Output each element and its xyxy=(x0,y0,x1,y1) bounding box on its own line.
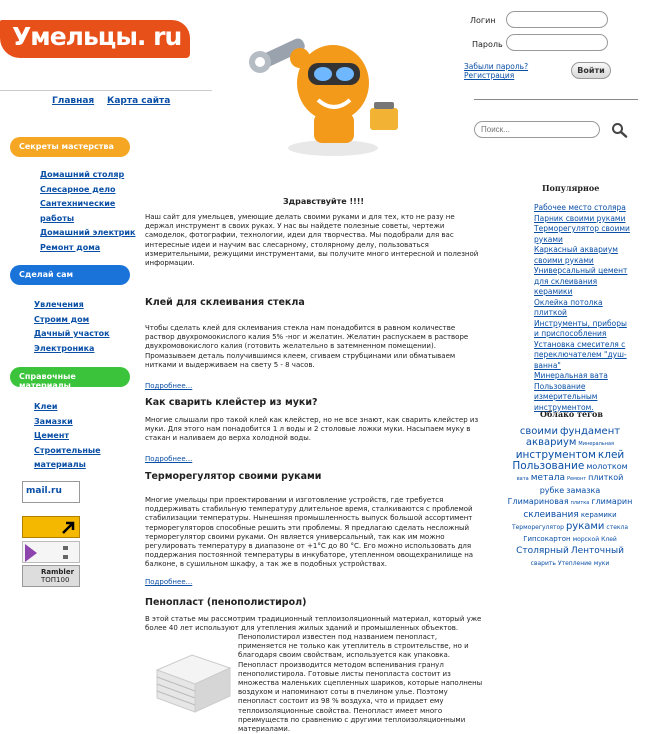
sidebar-item[interactable]: Домашний электрик xyxy=(40,228,136,237)
tag-link[interactable]: Пользование xyxy=(512,460,585,472)
rambler-sub-label: ТОП100 xyxy=(41,576,70,584)
tag-link[interactable]: молотком xyxy=(586,462,628,471)
nav-divider xyxy=(0,90,212,91)
sidebar-item[interactable]: Дачный участок xyxy=(34,329,110,338)
article-text: Пенополистирол известен под названием пенопласт, применяется не только как утеплитель в строительстве, но и благодаря своим свойствам, используется как упаковка. Пенопласт производится методом вспенивания гранул пенополистирола. Готовые листы пенопласта состоит из множества маленьких сцепленных шариков, которые наполнены воздухом и напоминают соты в пчелином улье. Поэтому пенопласт состоит из 98 % воздуха, что и придает ему теплоизоляционные свойства. Пенопласт имеет много преимуществ по сравнению с другими теплоизоляционными материалами. xyxy=(238,633,483,734)
article-text: Чтобы сделать клей для склеивания стекла нам понадобится в равном количестве раствор двухромоокислого калия 5% -ног и желатин. Желатин распускаем в растворе двухромовокислого калия (готовить желательно в затемненном помещении). Промазываем деталь получившимся клеем, сгиваем струбцинами или обматываем нитками и выдерживаем на свету 5 - 8 часов. xyxy=(145,324,469,369)
tag-link[interactable]: руками xyxy=(565,521,605,532)
sidebar-item[interactable]: работы xyxy=(40,213,75,223)
arrow-icon xyxy=(23,517,81,539)
tag-link[interactable]: Ремонт xyxy=(567,476,587,482)
sidebar-item[interactable]: Клеи xyxy=(34,402,58,411)
site-logo[interactable] xyxy=(0,20,190,58)
tag-link[interactable]: Клей xyxy=(601,536,617,543)
search-icon[interactable] xyxy=(611,122,628,138)
tag-link[interactable]: аквариум xyxy=(525,437,577,448)
tag-link[interactable]: плитка xyxy=(570,500,590,506)
foam-sheets-image xyxy=(152,640,232,716)
article-text: Многие слышали про такой клей как клейстер, но не все знают, как сварить клейстер из муки. Для этого нам понадобится 1 л воды и 2 столовые ложки муки. Насыпаем муку в стакан и наливаем до верха холодной воды. xyxy=(145,416,479,443)
nav-home-link[interactable]: Главная xyxy=(52,96,95,106)
article-title[interactable]: Пенопласт (пенополистирол) xyxy=(145,597,307,608)
rambler-counter[interactable] xyxy=(22,565,80,587)
sidebar-item[interactable]: Строительные xyxy=(34,445,101,455)
tag-link[interactable]: керамики xyxy=(580,511,617,519)
sidebar-item[interactable]: материалы xyxy=(34,460,86,469)
read-more-link[interactable]: Подробнее... xyxy=(145,578,193,586)
tag-link[interactable]: сварить xyxy=(530,560,556,567)
tag-link[interactable]: глимарин xyxy=(591,497,633,506)
sidebar-section-secrets: Секреты мастерства xyxy=(10,137,130,157)
mascot-image xyxy=(238,18,418,166)
intro-text: Наш сайт для умельцев, умеющие делать своими руками и для тех, кто не разу не держал инструмент в своих руках. У нас вы найдете полезные советы, чертежи самоделок, фотографии, технологии, идеи для творчества. Мы подобрали для вас интересные идеи и научим вас слесарному, столярному делу, пользоваться измерительными, режущими инструментами, вы получите много интересной и полезной информации. xyxy=(145,213,479,268)
article-text: В этой статье мы рассмотрим традиционный теплоизоляционный материал, который уже более 40 лет используют для утепления жилых зданий и промышленных объектов. xyxy=(145,615,482,633)
counter-icon xyxy=(23,542,81,564)
sidebar-section-reference: Справочные материалы xyxy=(10,367,130,387)
sidebar-item[interactable]: Цемент xyxy=(34,431,69,440)
sidebar-section-diy: Сделай сам xyxy=(10,265,130,285)
search-input[interactable] xyxy=(474,121,600,138)
read-more-link[interactable]: Подробнее... xyxy=(145,382,193,390)
tag-link[interactable]: вата xyxy=(516,476,529,482)
tag-link[interactable]: рубке xyxy=(539,486,565,495)
popular-item[interactable]: Оклейка потолка плиткой xyxy=(534,297,603,317)
popular-item[interactable]: Терморегулятор своими руками xyxy=(534,224,630,244)
tag-link[interactable]: Утепление xyxy=(557,560,592,567)
sidebar-item[interactable]: Домашний столяр xyxy=(40,170,125,179)
tag-link[interactable]: Ленточный xyxy=(570,546,624,556)
popular-item[interactable]: Каркасный аквариум своими руками xyxy=(534,245,618,265)
tag-link[interactable]: стекла xyxy=(606,524,629,531)
tag-link[interactable]: Столярный xyxy=(516,546,569,556)
greeting-heading: Здравствуйте !!!! xyxy=(283,197,365,206)
popular-item[interactable]: Минеральная вата xyxy=(534,371,608,380)
sidebar-item[interactable]: Увлечения xyxy=(34,300,84,309)
popular-item[interactable]: Универсальный цемент для склеивания керамики xyxy=(534,266,628,296)
liveinternet-counter[interactable] xyxy=(22,541,80,563)
sidebar-menu-reference xyxy=(34,400,101,473)
forgot-password-link[interactable]: Забыли пароль? xyxy=(464,62,529,71)
tag-link[interactable]: клей xyxy=(597,449,625,461)
nav-sitemap-link[interactable]: Карта сайта xyxy=(107,96,171,106)
password-input[interactable] xyxy=(506,34,608,51)
login-label: Логин xyxy=(470,16,496,25)
tag-link[interactable]: Терморегулятор xyxy=(511,524,564,531)
popular-item[interactable]: Парник своими руками xyxy=(534,213,626,223)
sidebar-item[interactable]: Ремонт дома xyxy=(40,242,101,252)
tag-link[interactable]: Минеральная xyxy=(578,441,615,447)
popular-item[interactable]: Пользование измерительным инструментом. xyxy=(534,381,598,412)
tag-link[interactable]: морской xyxy=(572,536,600,543)
sidebar-menu-diy xyxy=(34,298,110,356)
popular-item[interactable]: Рабочее место столяра xyxy=(534,203,626,212)
article-title[interactable]: Клей для склеивания стекла xyxy=(145,297,305,308)
tag-link[interactable]: своими xyxy=(519,426,558,437)
register-link[interactable]: Регистрация xyxy=(464,71,515,80)
password-label: Пароль xyxy=(472,40,503,49)
login-button[interactable]: Войти xyxy=(571,62,611,79)
sidebar-item[interactable]: Электроника xyxy=(34,343,95,353)
login-input[interactable] xyxy=(506,11,608,28)
sidebar-item[interactable]: Замазки xyxy=(34,416,73,426)
sidebar-item[interactable]: Строим дом xyxy=(34,314,90,324)
tag-link[interactable]: инструментом xyxy=(515,449,596,461)
popular-item[interactable]: Инструменты, приборы и приспособления xyxy=(534,318,627,338)
popular-list xyxy=(534,203,630,413)
tag-link[interactable]: замазка xyxy=(566,486,601,495)
read-more-link[interactable]: Подробнее... xyxy=(145,455,193,463)
rambler-label: Rambler xyxy=(41,568,75,576)
sidebar-menu-secrets xyxy=(40,168,135,255)
sidebar-item[interactable]: Сантехнические xyxy=(40,199,116,208)
rating-counter[interactable] xyxy=(22,516,80,538)
popular-item[interactable]: Установка смесителя с переключателем "душ-ванна" xyxy=(534,339,627,370)
login-divider xyxy=(474,99,638,100)
tag-link[interactable]: Гипсокартон xyxy=(523,535,571,543)
article-text: Многие умельцы при проектировании и изготовление устройств, где требуется поддерживать стабильную температуру длительное время, сталкиваются с проблемой стабилизации температуры. Нынешняя промышленность выпуск большой ассортимент терморегуляторов способные решить эти проблемы. Я предлагаю сделать несложный терморегулятор своими руками. Он является универсальный, так как им можно регулировать температуру в диапазоне от +1°C до 80 °C. Его можно использовать для поддержания постоянной температуры в инкубаторе, утепленном овощехранилище на балконе, в сушильном шкафу, а так же в подобных устройствах. xyxy=(145,496,474,569)
logo-text: Умельцы. ru xyxy=(12,22,182,51)
tag-cloud xyxy=(500,426,640,569)
tag-link[interactable]: Глимариновая xyxy=(507,497,569,506)
tag-cloud-title: Облако тегов xyxy=(540,409,603,419)
tag-link[interactable]: метала xyxy=(530,473,566,483)
article-title[interactable]: Как сварить клейстер из муки? xyxy=(145,397,318,408)
tag-link[interactable]: фундамент xyxy=(559,426,621,437)
popular-title: Популярное xyxy=(542,183,600,193)
mailru-counter[interactable]: mail.ru xyxy=(22,481,80,503)
article-title[interactable]: Терморегулятор своими руками xyxy=(145,471,322,482)
sidebar-item[interactable]: Слесарное дело xyxy=(40,184,116,194)
tag-link[interactable]: муки xyxy=(593,560,610,567)
tag-link[interactable]: плиткой xyxy=(588,473,624,482)
tag-link[interactable]: склеивания xyxy=(523,510,579,520)
